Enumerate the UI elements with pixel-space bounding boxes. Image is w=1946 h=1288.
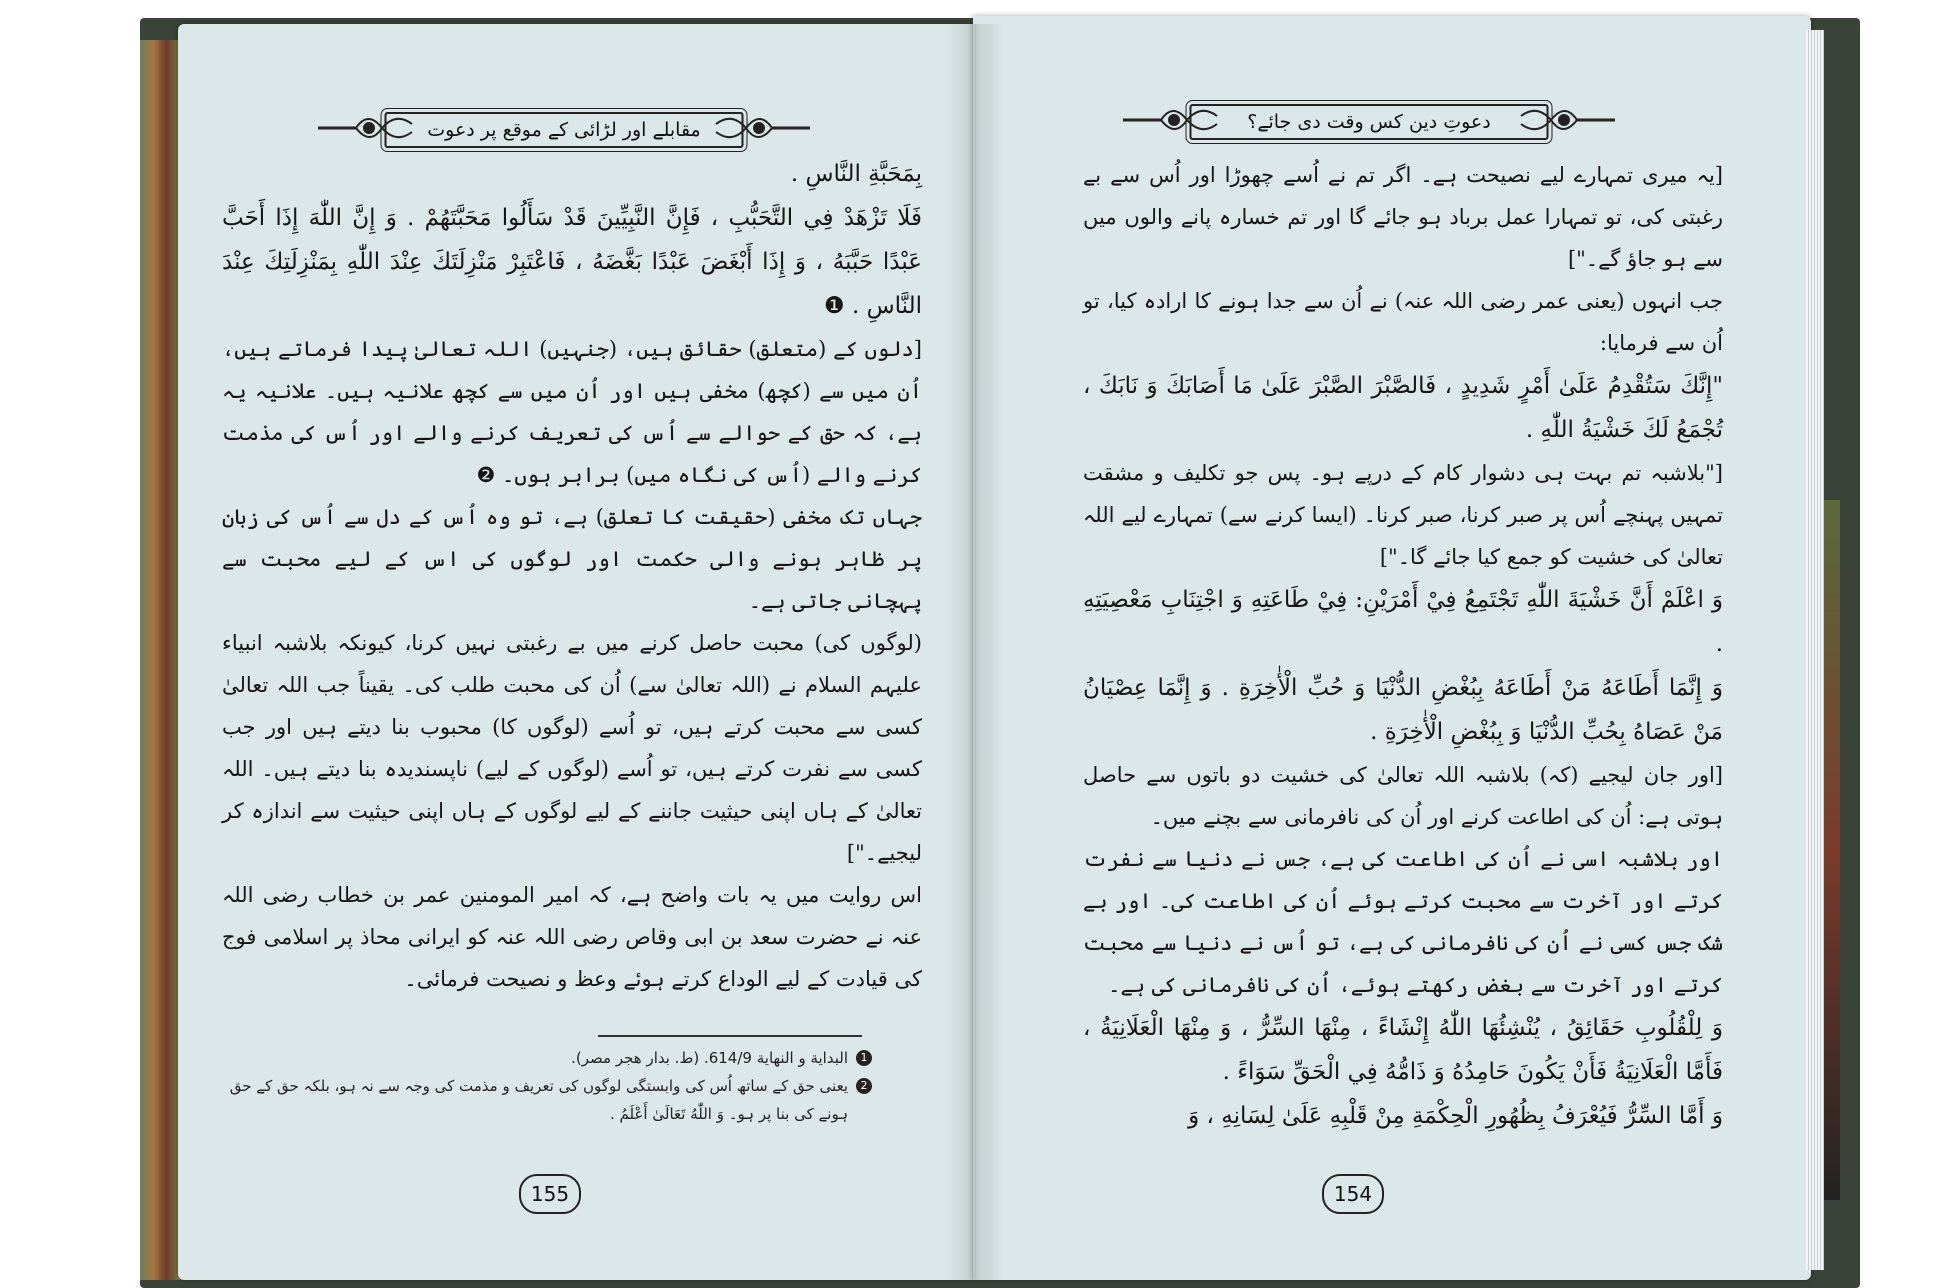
paragraph: (لوگوں کی) محبت حاصل کرنے میں بے رغبتی نہیں کرنا، کیونکہ بلاشبہ انبیاء علیہم السلام نے (اللہ تعالیٰ سے) اُن کی محبت طلب کی۔ یقیناً جب اللہ تعالیٰ کسی سے محبت کرتے ہیں، تو اُسے (لوگوں کا) محبوب بنا دیتے ہیں اور جب کسی سے نفرت کرتے ہیں، تو اُسے (لوگوں کے لیے) ناپسندیدہ بنا دیتے ہیں۔ اللہ تعالیٰ کے ہاں اپنی حیثیت جاننے کے لیے لوگوں کے ہاں اپنی حیثیت سے اندازہ کر لیجیے۔"] — [222, 631, 922, 865]
footnote-item — [222, 1072, 872, 1128]
paragraph: اس روایت میں یہ بات واضح ہے، کہ امیر المومنین عمر بن خطاب رضی اللہ عنہ نے حضرت سعد بن ابی وقاص رضی اللہ عنہ کو ایرانی محاذ پر اسلامی فوج کی قیادت کے لیے الوداع کرتے ہوئے وعظ و نصیحت فرمائی۔ — [222, 883, 922, 991]
page-number-label: 155 — [519, 1174, 581, 1214]
paragraph: فَلَا تَزْهَدْ فِي التَّحَبُّبِ ، فَإِنَّ النَّبِيِّينَ قَدْ سَأَلُوا مَحَبَّتَهُمْ . وَ إِنَّ اللّٰهَ إِذَا أَحَبَّ عَبْدًا حَبَّبَهُ ، وَ إِذَا أَبْغَضَ عَبْدًا بَغَّضَهُ ، فَاعْتَبِرْ مَنْزِلَتَكَ عِنْدَ اللّٰهِ بِمَنْزِلَتِكَ عِنْدَ النَّاسِ . ❶ — [222, 205, 922, 319]
right-running-header — [1121, 94, 1617, 148]
paragraph: [دلوں کے (متعلق) حقائق ہیں، (جنہیں) اللہ تعالیٰ پیدا فرماتے ہیں، اُن میں سے (کچھ) مخفی ہیں اور اُن میں سے کچھ علانیہ ہیں۔ علانیہ یہ ہے، کہ حق کے حوالے سے اُس کی تعریف کرنے والے اور اُس کی مذمت کرنے والے (اُس کی نگاہ میں) برابر ہوں۔ ❷ — [222, 337, 922, 487]
footnotes — [222, 1044, 872, 1128]
left-body — [222, 152, 922, 1000]
footnote-item — [222, 1044, 872, 1072]
paragraph: وَ لِلْقُلُوبِ حَقَائِقُ ، يُنْشِئُهَا اللّٰهُ إِنْشَاءً ، مِنْهَا السِّرُّ ، وَ مِنْهَا الْعَلَانِيَةُ ، فَأَمَّا الْعَلَانِيَةُ فَأَنْ يَكُونَ حَامِدُهُ وَ ذَامُّهُ فِي الْحَقِّ سَوَاءً . — [1083, 1015, 1723, 1085]
paragraph: بِمَحَبَّةِ النَّاسِ . — [790, 161, 922, 187]
paragraph: وَ أَمَّا السِّرُّ فَيُعْرَفُ بِظُهُورِ الْحِكْمَةِ مِنْ قَلْبِهِ عَلَىٰ لِسَانِهِ ، وَ — [1188, 1103, 1723, 1129]
left-running-header — [316, 102, 812, 156]
ornament-icon — [1517, 100, 1617, 140]
right-header-title: دعوتِ دین کس وقت دی جائے؟ — [1190, 104, 1549, 140]
right-page — [973, 16, 1811, 1280]
page-edges — [1806, 30, 1824, 1270]
page-number-label: 154 — [1322, 1174, 1384, 1214]
paragraph: جہاں تک مخفی (حقیقت کا تعلق) ہے، تو وہ اُس کے دل سے اُس کی زبان پر ظاہر ہونے والی حکمت اور لوگوں کی اس کے لیے محبت سے پہچانی جاتی ہے۔ — [222, 505, 922, 613]
paragraph: "إِنَّكَ سَتُقْدِمُ عَلَىٰ أَمْرٍ شَدِيدٍ ، فَالصَّبْرَ الصَّبْرَ عَلَىٰ مَا أَصَابَكَ وَ نَابَكَ ، تُجْمَعُ لَكَ خَشْيَةُ اللّٰهِ . — [1083, 373, 1723, 443]
footnote-rule — [598, 1035, 862, 1037]
paragraph: اور بلاشبہ اسی نے اُن کی اطاعت کی ہے، جس نے دنیا سے نفرت کرتے اور آخرت سے محبت کرتے ہوئے اُن کی اطاعت کی۔ اور بے شک جس کسی نے اُن کی نافرمانی کی ہے، تو اُس نے دنیا سے محبت کرتے اور آخرت سے بغض رکھتے ہوئے، اُن کی نافرمانی کی ہے۔ — [1083, 847, 1723, 997]
paragraph: [یہ میری تمہارے لیے نصیحت ہے۔ اگر تم نے اُسے چھوڑا اور اُس سے بے رغبتی کی، تو تمہارا عمل برباد ہو جائے گا اور تم خسارہ پانے والوں میں سے ہو جاؤ گے۔"] — [1083, 163, 1723, 271]
paragraph: وَ إِنَّمَا أَطَاعَهُ مَنْ أَطَاعَهُ بِبُغْضِ الدُّنْيَا وَ حُبِّ الْأٰخِرَةِ . وَ إِنَّمَا عِصْيَانُ مَنْ عَصَاهُ بِحُبِّ الدُّنْيَا وَ بِبُغْضِ الْأٰخِرَةِ . — [1083, 675, 1723, 745]
paragraph: [اور جان لیجیے (کہ) بلاشبہ اللہ تعالیٰ کی خشیت دو باتوں سے حاصل ہوتی ہے: اُن کی اطاعت کرنے اور اُن کی نافرمانی سے بچنے میں۔ — [1083, 763, 1723, 829]
paragraph: ["بلاشبہ تم بہت ہی دشوار کام کے درپے ہو۔ پس جو تکلیف و مشقت تمہیں پہنچے اُس پر صبر کرنا، صبر کرنا۔ (ایسا کرنے سے) تمہارے لیے اللہ تعالیٰ کی خشیت کو جمع کیا جائے گا۔"] — [1083, 461, 1723, 569]
footnote-text: البداية و النهاية 614/9. (ط. بدار هجر مصر). — [571, 1049, 848, 1067]
footnote-number: 2 — [856, 1078, 872, 1094]
right-body — [1083, 154, 1723, 1138]
left-page — [178, 24, 973, 1280]
paragraph: جب انہوں (یعنی عمر رضی اللہ عنہ) نے اُن سے جدا ہونے کا ارادہ کیا، تو اُن سے فرمایا: — [1083, 289, 1723, 355]
left-page-number — [500, 1174, 600, 1210]
right-page-number — [1303, 1174, 1403, 1210]
paragraph: وَ اعْلَمْ أَنَّ خَشْيَةَ اللّٰهِ تَجْتَمِعُ فِيْ أَمْرَيْنِ: فِيْ طَاعَتِهِ وَ اجْتِنَابِ مَعْصِيَتِهِ . — [1083, 587, 1723, 657]
cover-spine-left — [140, 40, 180, 1280]
left-header-title: مقابلے اور لڑائی کے موقع پر دعوت — [385, 112, 744, 148]
footnote-text: یعنی حق کے ساتھ اُس کی وابستگی لوگوں کی تعریف و مذمت کی وجہ سے نہ ہو، بلکہ حق کے حق ہونے کی بنا پر ہو۔ وَ اللّٰهُ تَعَالَىٰ أَعْلَمُ . — [229, 1077, 848, 1123]
ornament-icon — [712, 108, 812, 148]
footnote-number: 1 — [856, 1050, 872, 1066]
